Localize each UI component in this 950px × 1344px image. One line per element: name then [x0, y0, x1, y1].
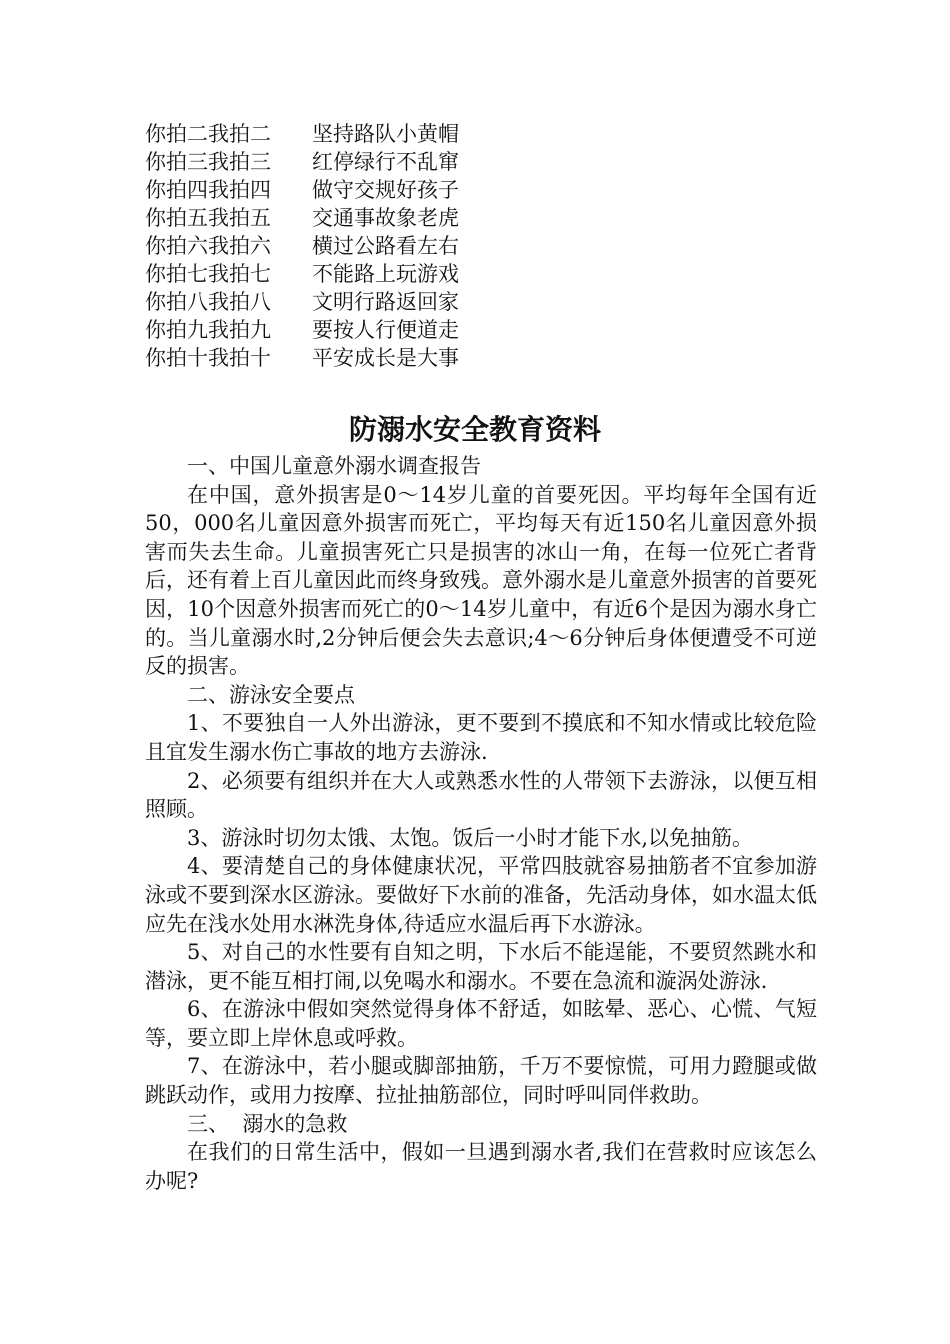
rhyme-call: 你拍四我拍四	[145, 178, 271, 202]
rhyme-line	[145, 232, 459, 260]
rhyme-response: 红停绿行不乱窜	[312, 150, 459, 174]
safety-point: 6、在游泳中假如突然觉得身体不舒适，如眩晕、恶心、心慌、气短等，要立即上岸休息或呼救。	[145, 997, 817, 1050]
rhyme-line	[145, 288, 459, 316]
rhyme-line	[145, 260, 459, 288]
rhyme-line	[145, 316, 459, 344]
safety-point: 3、游泳时切勿太饿、太饱。饭后一小时才能下水,以免抽筋。	[187, 825, 754, 850]
rhyme-response: 横过公路看左右	[312, 234, 459, 258]
rhyme-call: 你拍六我拍六	[145, 234, 271, 258]
rhyme-response: 交通事故象老虎	[312, 206, 459, 230]
safety-point: 1、不要独自一人外出游泳，更不要到不摸底和不知水情或比较危险且宜发生溺水伤亡事故的地方去游泳.	[145, 711, 817, 764]
rhyme-call: 你拍八我拍八	[145, 290, 271, 314]
rhyme-line	[145, 148, 459, 176]
rhyme-response: 做守交规好孩子	[312, 178, 459, 202]
safety-point: 4、要清楚自己的身体健康状况，平常四肢就容易抽筋者不宜参加游泳或不要到深水区游泳。要做好下水前的准备，先活动身体，如水温太低应先在浅水处用水淋洗身体,待适应水温后再下水游泳。	[145, 854, 817, 936]
rhyme-call: 你拍十我拍十	[145, 346, 271, 370]
safety-point: 5、对自己的水性要有自知之明，下水后不能逞能，不要贸然跳水和潜泳，更不能互相打闹,以免喝水和溺水。不要在急流和漩涡处游泳.	[145, 940, 817, 993]
rhyme-response: 要按人行便道走	[312, 318, 459, 342]
paragraph: 在中国，意外损害是0～14岁儿童的首要死因。平均每年全国有近50，000名儿童因意外损害而死亡，平均每天有近150名儿童因意外损害而失去生命。儿童损害死亡只是损害的冰山一角，在每一位死亡者背后，还有着上百儿童因此而终身致残。意外溺水是儿童意外损害的首要死因，10个因意外损害而死亡的0～14岁儿童中，有近6个是因为溺水身亡的。当儿童溺水时,2分钟后便会失去意识;4～6分钟后身体便遭受不可逆反的损害。	[145, 482, 817, 679]
document-title: 防溺水安全教育资料	[348, 413, 601, 446]
rhyme-line	[145, 204, 459, 232]
rhyme-line	[145, 120, 459, 148]
paragraph: 在我们的日常生活中，假如一旦遇到溺水者,我们在营救时应该怎么办呢?	[145, 1140, 817, 1193]
rhyme-line	[145, 176, 459, 204]
rhyme-call: 你拍五我拍五	[145, 206, 271, 230]
safety-point: 2、必须要有组织并在大人或熟悉水性的人带领下去游泳，以便互相照顾。	[145, 768, 817, 822]
section-heading: 二、游泳安全要点	[187, 682, 355, 707]
section-heading: 三、 溺水的急救	[187, 1111, 348, 1136]
rhyme-response: 坚持路队小黄帽	[312, 122, 459, 146]
safety-point: 7、在游泳中，若小腿或脚部抽筋，千万不要惊慌，可用力蹬腿或做跳跃动作，或用力按摩、拉扯抽筋部位，同时呼叫同伴救助。	[145, 1054, 817, 1108]
rhyme-call: 你拍七我拍七	[145, 262, 271, 286]
rhyme-call: 你拍三我拍三	[145, 150, 271, 174]
rhyme-response: 平安成长是大事	[312, 346, 459, 370]
clapping-rhyme	[145, 120, 459, 372]
rhyme-call: 你拍九我拍九	[145, 318, 271, 342]
section-heading: 一、中国儿童意外溺水调查报告	[187, 454, 481, 478]
rhyme-call: 你拍二我拍二	[145, 122, 271, 146]
rhyme-line	[145, 344, 459, 372]
rhyme-response: 不能路上玩游戏	[312, 262, 459, 286]
document-body	[145, 452, 817, 1195]
rhyme-response: 文明行路返回家	[312, 290, 459, 314]
